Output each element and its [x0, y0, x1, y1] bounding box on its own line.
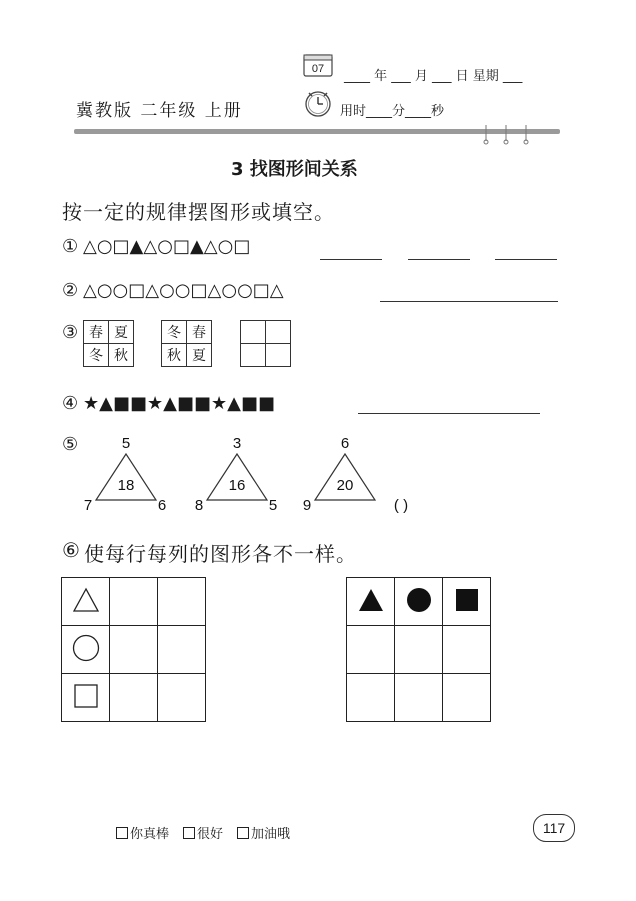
page-number-badge [533, 814, 575, 842]
grid-cell[interactable] [62, 626, 110, 674]
grid-cell[interactable] [62, 674, 110, 722]
triangle-1-center: 18 [117, 477, 135, 494]
grid-cell[interactable] [158, 578, 206, 626]
season-table-1 [83, 320, 134, 367]
triangle-1-top: 5 [121, 435, 131, 452]
q1-sequence: △○□▲△○□▲△○□ [83, 236, 251, 257]
grid-cell[interactable] [158, 674, 206, 722]
season-table-answer [240, 320, 291, 367]
season-cell: 冬 [84, 344, 109, 367]
checkbox-icon[interactable] [237, 827, 249, 839]
triangle-3-top: 6 [340, 435, 350, 452]
q2-label: ② [62, 280, 79, 301]
circle-outline-icon [71, 633, 101, 663]
season-cell: 秋 [162, 344, 187, 367]
grid-cell[interactable] [443, 674, 491, 722]
grid-cell[interactable] [110, 578, 158, 626]
date-line: ____ 年 ___ 月 ___ 日 星期 ___ [344, 69, 523, 84]
q4-label: ④ [62, 393, 79, 414]
answer-cell[interactable] [241, 321, 266, 344]
season-cell: 春 [187, 321, 212, 344]
calendar-day: 07 [311, 63, 325, 75]
calendar-icon [303, 52, 333, 76]
rating-option-1[interactable] [116, 823, 169, 842]
rating-option-2[interactable] [183, 823, 223, 842]
triangle-2-right: 5 [268, 497, 278, 514]
season-cell: 冬 [162, 321, 187, 344]
grid-cell[interactable] [62, 578, 110, 626]
grid-cell[interactable] [110, 674, 158, 722]
season-table-2 [161, 320, 212, 367]
circle-filled-icon [405, 586, 433, 614]
page-title: 3 找图形间关系 [231, 159, 358, 180]
answer-cell[interactable] [266, 321, 291, 344]
q5-triangles [70, 430, 450, 520]
rating-label: 很好 [197, 827, 224, 842]
triangle-3-left: 9 [302, 497, 312, 514]
q4-sequence: ★▲■■★▲■■★▲■■ [83, 393, 275, 414]
grid-cell[interactable] [347, 626, 395, 674]
grid-cell[interactable] [443, 626, 491, 674]
season-cell: 夏 [109, 321, 134, 344]
grid-cell[interactable] [347, 578, 395, 626]
q6-label: ⑥ [62, 538, 81, 562]
q5-label: ⑤ [62, 434, 79, 455]
grid-cell[interactable] [347, 674, 395, 722]
triangle-2-left: 8 [194, 497, 204, 514]
grid-cell[interactable] [443, 578, 491, 626]
shape-grid-left [61, 577, 206, 722]
shape-grid-right [346, 577, 491, 722]
square-filled-icon [454, 587, 480, 613]
grid-cell[interactable] [395, 674, 443, 722]
divider-decoration-icon [480, 123, 540, 145]
grid-cell[interactable] [395, 578, 443, 626]
q1-label: ① [62, 236, 79, 257]
triangle-1-left: 7 [83, 497, 93, 514]
grid-cell[interactable] [110, 626, 158, 674]
triangle-3-center: 20 [336, 477, 354, 494]
triangle-outline-icon [72, 587, 100, 613]
grid-cell[interactable] [158, 626, 206, 674]
q3-label: ③ [62, 322, 79, 343]
square-outline-icon [73, 683, 99, 709]
rating-label: 你真棒 [130, 827, 170, 842]
clock-icon [303, 88, 333, 118]
triangle-2-center: 16 [228, 477, 246, 494]
triangle-2-top: 3 [232, 435, 242, 452]
instruction: 按一定的规律摆图形或填空。 [62, 200, 335, 224]
q2-blank[interactable] [380, 301, 558, 302]
season-cell: 夏 [187, 344, 212, 367]
checkbox-icon[interactable] [116, 827, 128, 839]
triangle-filled-icon [357, 587, 385, 613]
page-number: 117 [542, 820, 566, 836]
rating-label: 加油哦 [251, 827, 291, 842]
q1-blank-3[interactable] [495, 259, 557, 260]
rating-option-3[interactable] [237, 823, 290, 842]
grid-cell[interactable] [395, 626, 443, 674]
q2-sequence: △○○□△○○□△○○□△ [83, 280, 284, 301]
answer-cell[interactable] [266, 344, 291, 367]
triangle-1-right: 6 [157, 497, 167, 514]
book-label: 冀教版 二年级 上册 [76, 101, 243, 121]
checkbox-icon[interactable] [183, 827, 195, 839]
q4-blank[interactable] [358, 413, 540, 414]
triangle-3-answer: ( ) [393, 497, 409, 514]
q1-blank-1[interactable] [320, 259, 382, 260]
q6-text: 使每行每列的图形各不一样。 [84, 542, 357, 566]
season-cell: 秋 [109, 344, 134, 367]
answer-cell[interactable] [241, 344, 266, 367]
q1-blank-2[interactable] [408, 259, 470, 260]
rating-options [116, 823, 290, 842]
season-cell: 春 [84, 321, 109, 344]
time-line: 用时____分____秒 [340, 104, 445, 119]
